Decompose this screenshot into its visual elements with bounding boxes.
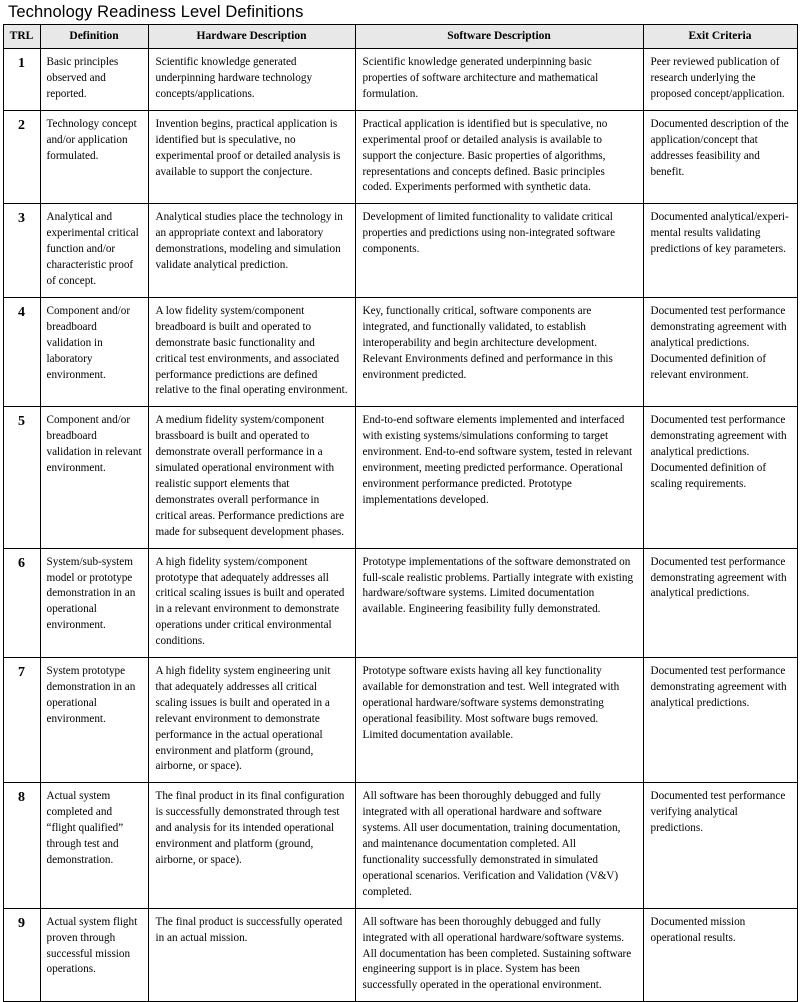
page-title: Technology Readiness Level Definitions <box>8 3 304 21</box>
trl-hardware-description: A high fidelity system/component prototype that adequately addresses all critical scaling issues is built and operated in a relevant environment to demonstrate operations under critical environmental conditions. <box>148 548 355 657</box>
trl-exit-criteria: Documented test performance verifying analytical predictions. <box>643 783 797 908</box>
trl-number: 3 <box>3 204 40 298</box>
column-header-trl: TRL <box>3 25 40 49</box>
trl-hardware-description: Scientific knowledge generated underpinning hardware technology concepts/applications. <box>148 49 355 111</box>
table-row <box>3 110 797 204</box>
trl-software-description: Key, functionally critical, software components are integrated, and functionally validated, to establish interoperability and begin architecture development. Relevant Environments defined and performance in this environment predicted. <box>355 297 643 406</box>
trl-software-description: End-to-end software elements implemented and interfaced with existing systems/simulations conforming to target environment. End-to-end software system, tested in relevant environment, meeting predicted performance. Operational environment performance predicted. Prototype implementations developed. <box>355 407 643 548</box>
trl-software-description: Scientific knowledge generated underpinning basic properties of software architecture and mathematical formulation. <box>355 49 643 111</box>
trl-number: 6 <box>3 548 40 657</box>
trl-hardware-description: A low fidelity system/component breadboard is built and operated to demonstrate basic functionality and critical test environments, and associated performance predictions are defined relative to the final operating environment. <box>148 297 355 406</box>
trl-number: 5 <box>3 407 40 548</box>
trl-definition: System/sub-system model or prototype demonstration in an operational environment. <box>40 548 148 657</box>
trl-definition: Technology concept and/or application formulated. <box>40 110 148 204</box>
table-header-row <box>3 25 797 49</box>
trl-definition: Analytical and experimental critical function and/or characteristic proof of concept. <box>40 204 148 298</box>
trl-software-description: All software has been thoroughly debugged and fully integrated with all operational hardware and software systems. All user documentation, training documentation, and maintenance documentation completed. All functionality successfully demonstrated in simulated operational scenarios. Verification and Validation (V&V) completed. <box>355 783 643 908</box>
trl-definition: Component and/or breadboard validation in laboratory environment. <box>40 297 148 406</box>
trl-number: 1 <box>3 49 40 111</box>
table-row <box>3 407 797 548</box>
trl-hardware-description: The final product in its final configuration is successfully demonstrated through test and analysis for its intended operational environment and platform (ground, airborne, or space). <box>148 783 355 908</box>
trl-definition: Actual system completed and “flight qualified” through test and demonstration. <box>40 783 148 908</box>
table-body <box>3 49 797 1002</box>
trl-software-description: All software has been thoroughly debugged and fully integrated with all operational hardware/software systems. All documentation has been completed. Sustaining software engineering support is in place. System has been successfully operated in the operational environment. <box>355 908 643 1002</box>
trl-software-description: Prototype implementations of the software demonstrated on full-scale realistic problems. Partially integrate with existing hardware/software systems. Limited documentation available. Engineering feasibility fully demonstrated. <box>355 548 643 657</box>
trl-number: 4 <box>3 297 40 406</box>
trl-exit-criteria: Documented test performance demonstrating agreement with analytical predictions. Documented definition of relevant environment. <box>643 297 797 406</box>
trl-software-description: Prototype software exists having all key functionality available for demonstration and test. Well integrated with operational hardware/software systems demonstrating operational feasibility. Most software bugs removed. Limited documentation available. <box>355 658 643 783</box>
table-row <box>3 297 797 406</box>
table-row <box>3 548 797 657</box>
trl-hardware-description: Invention begins, practical application is identified but is speculative, no experimental proof or detailed analysis is available to support the conjecture. <box>148 110 355 204</box>
table-row <box>3 908 797 1002</box>
table-row <box>3 658 797 783</box>
trl-number: 8 <box>3 783 40 908</box>
trl-exit-criteria: Documented test performance demonstrating agreement with analytical predictions. <box>643 658 797 783</box>
trl-exit-criteria: Documented test performance demonstrating agreement with analytical predictions. <box>643 548 797 657</box>
trl-definition: Component and/or breadboard validation in relevant environment. <box>40 407 148 548</box>
trl-number: 7 <box>3 658 40 783</box>
column-header-definition: Definition <box>40 25 148 49</box>
trl-software-description: Development of limited functionality to validate critical properties and predictions using non-integrated software components. <box>355 204 643 298</box>
trl-definition: Actual system flight proven through successful mission operations. <box>40 908 148 1002</box>
trl-definition: Basic principles observed and reported. <box>40 49 148 111</box>
trl-hardware-description: The final product is successfully operated in an actual mission. <box>148 908 355 1002</box>
table-header <box>3 25 797 49</box>
trl-exit-criteria: Documented mission operational results. <box>643 908 797 1002</box>
trl-number: 2 <box>3 110 40 204</box>
trl-hardware-description: A high fidelity system engineering unit that adequately addresses all critical scaling issues is built and operated in a relevant environment to demonstrate performance in the actual operational environment and platform (ground, airborne, or space). <box>148 658 355 783</box>
trl-software-description: Practical application is identified but is speculative, no experimental proof or detailed analysis is available to support the conjecture. Basic properties of algorithms, representations and concepts defined. Basic principles coded. Experiments performed with synthetic data. <box>355 110 643 204</box>
trl-definitions-table <box>3 24 798 1002</box>
column-header-hardware-description: Hardware Description <box>148 25 355 49</box>
trl-exit-criteria: Documented test performance demonstrating agreement with analytical predictions. Documented definition of scaling requirements. <box>643 407 797 548</box>
trl-exit-criteria: Peer reviewed publication of research underlying the proposed concept/application. <box>643 49 797 111</box>
trl-exit-criteria: Documented analytical/experi-mental results validating predictions of key parameters. <box>643 204 797 298</box>
table-row <box>3 204 797 298</box>
trl-hardware-description: Analytical studies place the technology in an appropriate context and laboratory demonstrations, modeling and simulation validate analytical prediction. <box>148 204 355 298</box>
column-header-exit-criteria: Exit Criteria <box>643 25 797 49</box>
column-header-software-description: Software Description <box>355 25 643 49</box>
trl-number: 9 <box>3 908 40 1002</box>
trl-hardware-description: A medium fidelity system/component brassboard is built and operated to demonstrate overall performance in a simulated operational environment with realistic support elements that demonstrates overall performance in critical areas. Performance predictions are made for subsequent development phases. <box>148 407 355 548</box>
trl-exit-criteria: Documented description of the application/concept that addresses feasibility and benefit. <box>643 110 797 204</box>
table-row <box>3 49 797 111</box>
trl-definition: System prototype demonstration in an operational environment. <box>40 658 148 783</box>
table-row <box>3 783 797 908</box>
